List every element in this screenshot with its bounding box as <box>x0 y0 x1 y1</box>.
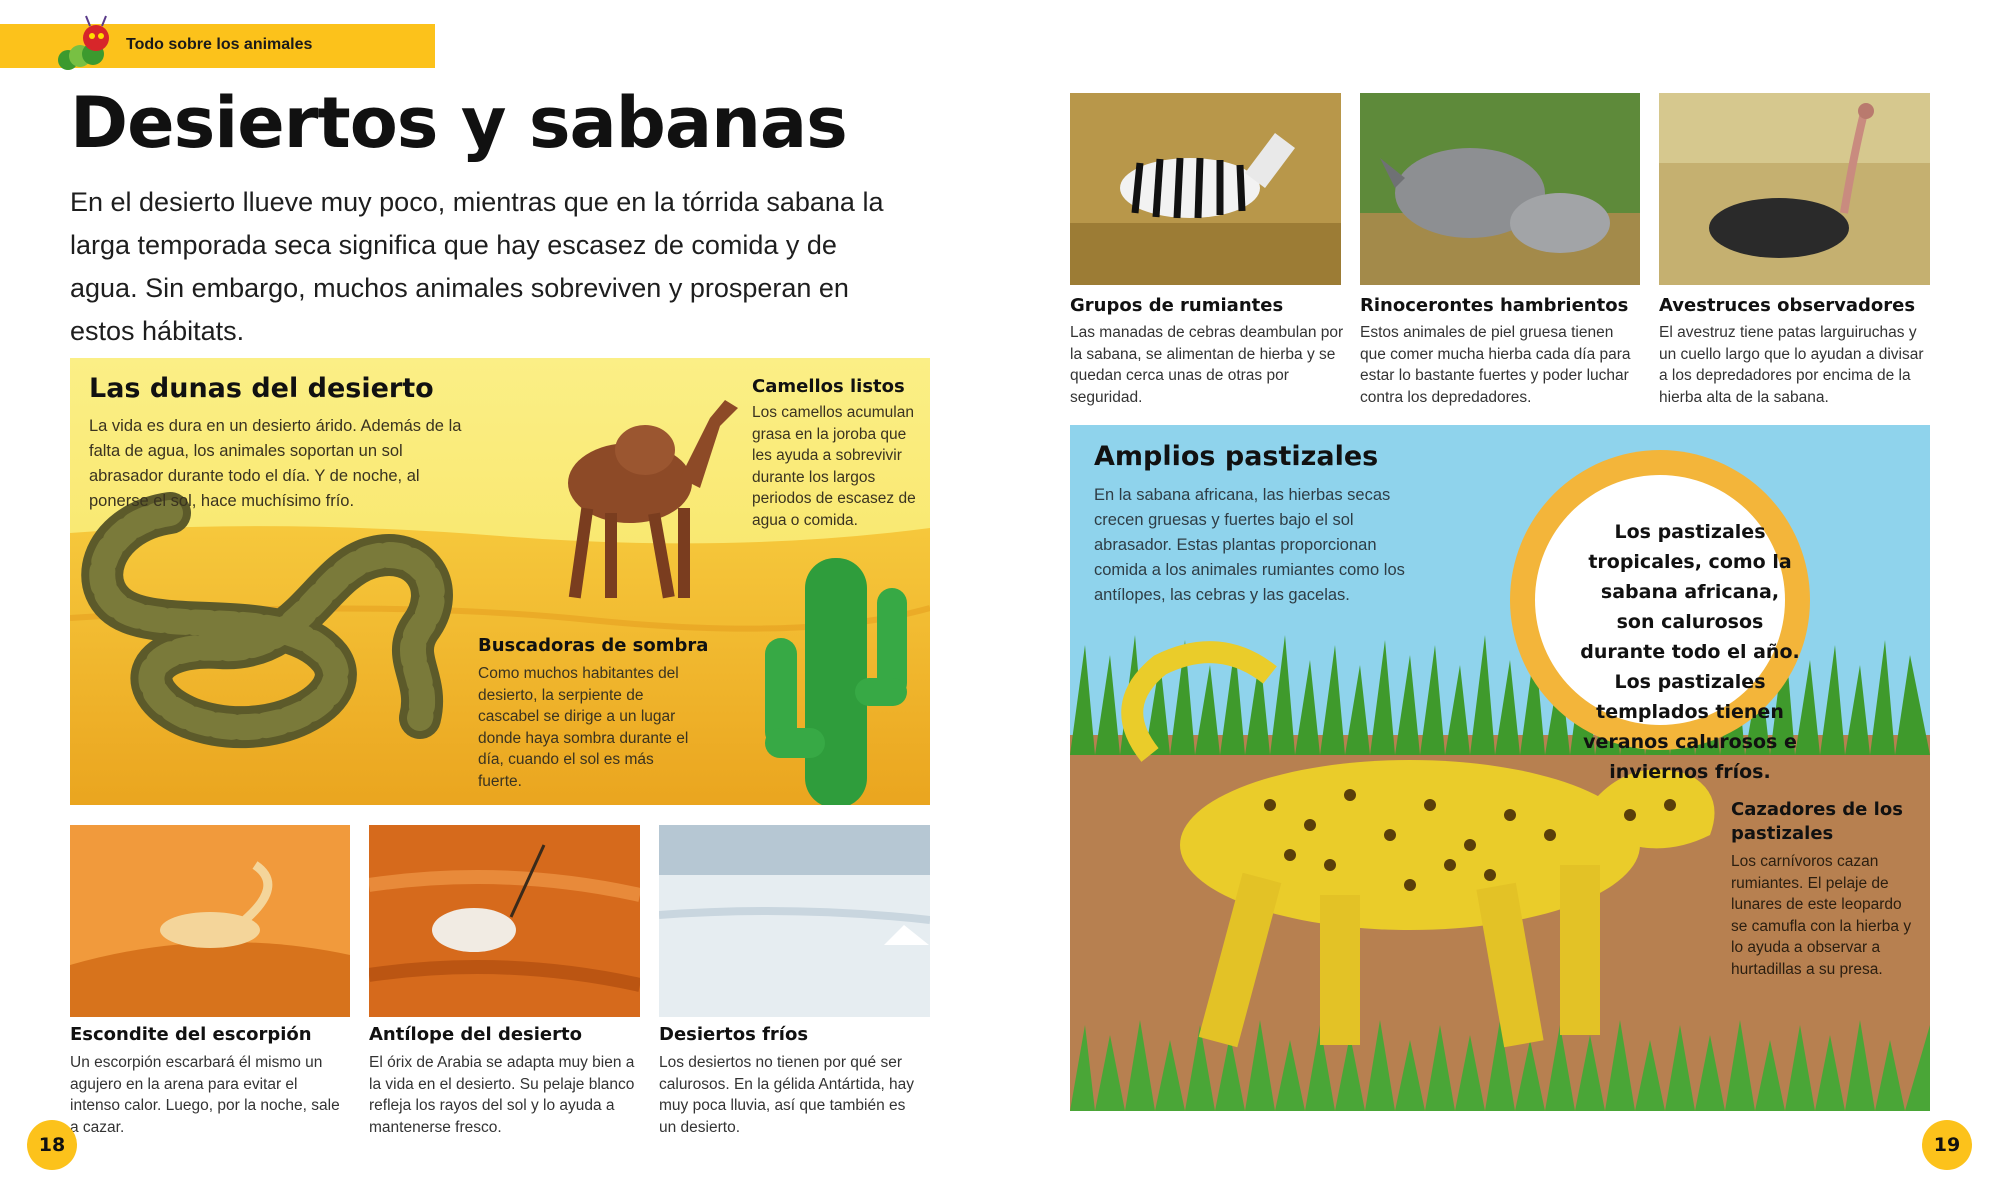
desert-text: La vida es dura en un desierto árido. Además de la falta de agua, los animales soportan un sol abrasador durante todo el día. Y de noche, al ponerse el sol, hace muchísimo frío. <box>89 417 462 510</box>
zebra-text: Las manadas de cebras deambulan por la sabana, se alimentan de hierba y se quedan cerca unas de otras por seguridad. <box>1070 324 1344 406</box>
hunters-text: Los carnívoros cazan rumiantes. El pelaje de lunares de este leopardo se camufla con la hierba y lo ayuda a observar a hurtadillas a su presa. <box>1731 853 1912 978</box>
antarctica-photo <box>659 825 930 1017</box>
grassland-text: En la sabana africana, las hierbas secas crecen gruesas y fuertes bajo el sol abrasador. Estas plantas proporcionan comida a los animales rumiantes como los antílopes, las cebras y las gacelas. <box>1094 486 1405 604</box>
ostrich-photo <box>1659 93 1930 285</box>
rhino-title: Rinocerontes hambrientos <box>1360 295 1629 316</box>
sun-text: Los pastizales tropicales, como la sabana africana, son calurosos durante todo el año. Los pastizales templados tienen veranos calurosos e inviernos fríos. <box>1580 521 1800 783</box>
snake-text: Como muchos habitantes del desierto, la serpiente de cascabel se dirige a un lugar donde haya sombra durante el día, cuando el sol es más fuerte. <box>478 665 689 790</box>
rhino-text: Estos animales de piel gruesa tienen que comer mucha hierba cada día para estar lo bastante fuertes y poder luchar contra los depredadores. <box>1360 324 1631 406</box>
snake-title: Buscadoras de sombra <box>478 635 709 656</box>
cold-desert-title: Desiertos fríos <box>659 1024 809 1045</box>
zebra-photo <box>1070 93 1341 285</box>
camels-text: Los camellos acumulan grasa en la joroba que les ayuda a sobrevivir durante los largos periodos de escasez de agua o comida. <box>752 404 916 529</box>
ostrich-text: El avestruz tiene patas larguiruchas y un cuello largo que lo ayudan a divisar a los depredadores por encima de la hierba alta de la sabana. <box>1659 324 1924 406</box>
desert-title: Las dunas del desierto <box>89 373 434 404</box>
page-number-right: 19 <box>1922 1120 1972 1170</box>
intro-paragraph: En el desierto llueve muy poco, mientras que en la tórrida sabana la larga temporada seca significa que hay escasez de comida y de agua. Sin embargo, muchos animales sobreviven y prosperan en estos hábitats. <box>70 187 884 346</box>
scorpion-photo <box>70 825 350 1017</box>
scorpion-title: Escondite del escorpión <box>70 1024 312 1045</box>
grassland-title: Amplios pastizales <box>1094 441 1379 472</box>
caterpillar-icon <box>58 14 118 78</box>
page-number-left: 18 <box>27 1120 77 1170</box>
cold-desert-text: Los desiertos no tienen por qué ser calurosos. En la gélida Antártida, hay muy poca lluvia, así que también es un desierto. <box>659 1054 915 1136</box>
header-label: Todo sobre los animales <box>126 36 313 53</box>
grass-band-bottom <box>1070 1020 1930 1111</box>
oryx-title: Antílope del desierto <box>369 1024 582 1045</box>
oryx-text: El órix de Arabia se adapta muy bien a la vida en el desierto. Su pelaje blanco refleja los rayos del sol y lo ayuda a mantenerse fresco. <box>369 1054 635 1136</box>
zebra-title: Grupos de rumiantes <box>1070 295 1284 316</box>
page-title: Desiertos y sabanas <box>70 82 847 164</box>
camels-title: Camellos listos <box>752 376 905 397</box>
scorpion-text: Un escorpión escarbará él mismo un agujero en la arena para evitar el intenso calor. Luego, por la noche, sale a cazar. <box>70 1054 340 1136</box>
ostrich-title: Avestruces observadores <box>1659 295 1916 316</box>
hunters-title: Cazadores de los pastizales <box>1731 799 1903 844</box>
oryx-photo <box>369 825 640 1017</box>
rhino-photo <box>1360 93 1640 285</box>
